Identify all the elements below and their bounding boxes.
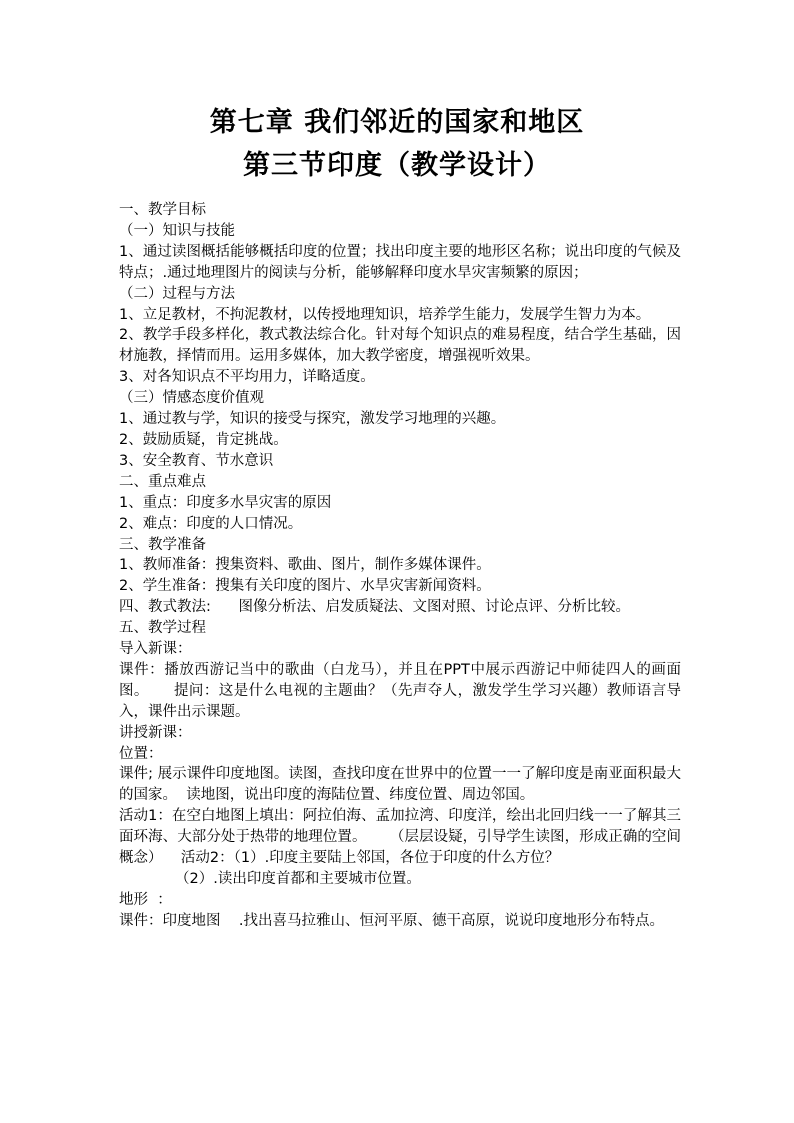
subheading-knowledge-skills: （一）知识与技能	[119, 222, 235, 239]
paragraph: 2、学生准备：搜集有关印度的图片、水旱灾害新闻资料。	[119, 578, 491, 595]
paragraph: 1、教师准备：搜集资料、歌曲、图片，制作多媒体课件。	[119, 557, 491, 574]
subheading-emotion-values: （三）情感态度价值观	[119, 390, 264, 407]
paragraph: 3、安全教育、节水意识	[119, 452, 274, 469]
paragraph: （2）.读出印度首都和主要城市位置。	[175, 871, 421, 887]
paragraph: 课件：播放西游记当中的歌曲（白龙马），并且在PPT中展示西游记中师徒四人的画面图。 提问：这是什么电视的主题曲？（先声夺人，激发学生学习兴趣）教师语言导入，课件出示课题。	[119, 661, 681, 720]
paragraph: 2、教学手段多样化，教式教法综合化。针对每个知识点的难易程度，结合学生基础，因材施教，择情而用。运用多媒体，加大教学密度，增强视听效果。	[119, 327, 681, 365]
heading-teaching-process: 五、教学过程	[119, 620, 206, 637]
paragraph: 1、通过读图概括能够概括印度的位置；找出印度主要的地形区名称；说出印度的气候及特点；.通过地理图片的阅读与分析，能够解释印度水旱灾害频繁的原因；	[119, 243, 681, 281]
paragraph: 讲授新课：	[119, 724, 192, 741]
heading-teaching-goals: 一、教学目标	[119, 202, 206, 218]
heading-teaching-methods: 四、教式教法: 图像分析法、启发质疑法、文图对照、讨论点评、分析比较。	[119, 599, 631, 616]
paragraph: 3、对各知识点不平均用力，详略适度。	[119, 369, 375, 386]
paragraph: 活动1：在空白地图上填出：阿拉伯海、孟加拉湾、印度洋，绘出北回归线一一了解其三面环海、大部分处于热带的地理位置。 （层层设疑，引导学生读图，形成正确的空间概念） 活动2：（1）.印度主要陆上邻国，各位于印度的什么方位？	[119, 808, 681, 867]
paragraph: 导入新课：	[119, 641, 192, 658]
paragraph: 1、通过教与学，知识的接受与探究，激发学习地理的兴趣。	[119, 411, 506, 428]
paragraph: 课件; 展示课件印度地图。读图，查找印度在世界中的位置一一了解印度是南亚面积最大的国家。 读地图，说出印度的海陆位置、纬度位置、周边邻国。	[119, 766, 681, 804]
heading-key-points: 二、重点难点	[119, 473, 206, 490]
paragraph: 课件：印度地图 .找出喜马拉雅山、恒河平原、德干高原，说说印度地形分布特点。	[119, 912, 665, 929]
section-title: 第三节印度（教学设计）	[243, 150, 551, 181]
subheading-process-method: （二）过程与方法	[119, 285, 235, 302]
paragraph: 2、鼓励质疑，肯定挑战。	[119, 431, 288, 448]
document-body	[119, 200, 681, 932]
chapter-title: 第七章 我们邻近的国家和地区	[209, 107, 585, 138]
heading-preparation: 三、教学准备	[119, 536, 206, 553]
paragraph: 地形 ：	[119, 891, 172, 908]
paragraph: 位置：	[119, 745, 163, 762]
paragraph: 2、难点：印度的人口情况。	[119, 515, 303, 532]
paragraph: 1、重点：印度多水旱灾害的原因	[119, 494, 332, 511]
paragraph: 1、立足教材，不拘泥教材，以传授地理知识，培养学生能力，发展学生智力为本。	[119, 306, 651, 323]
